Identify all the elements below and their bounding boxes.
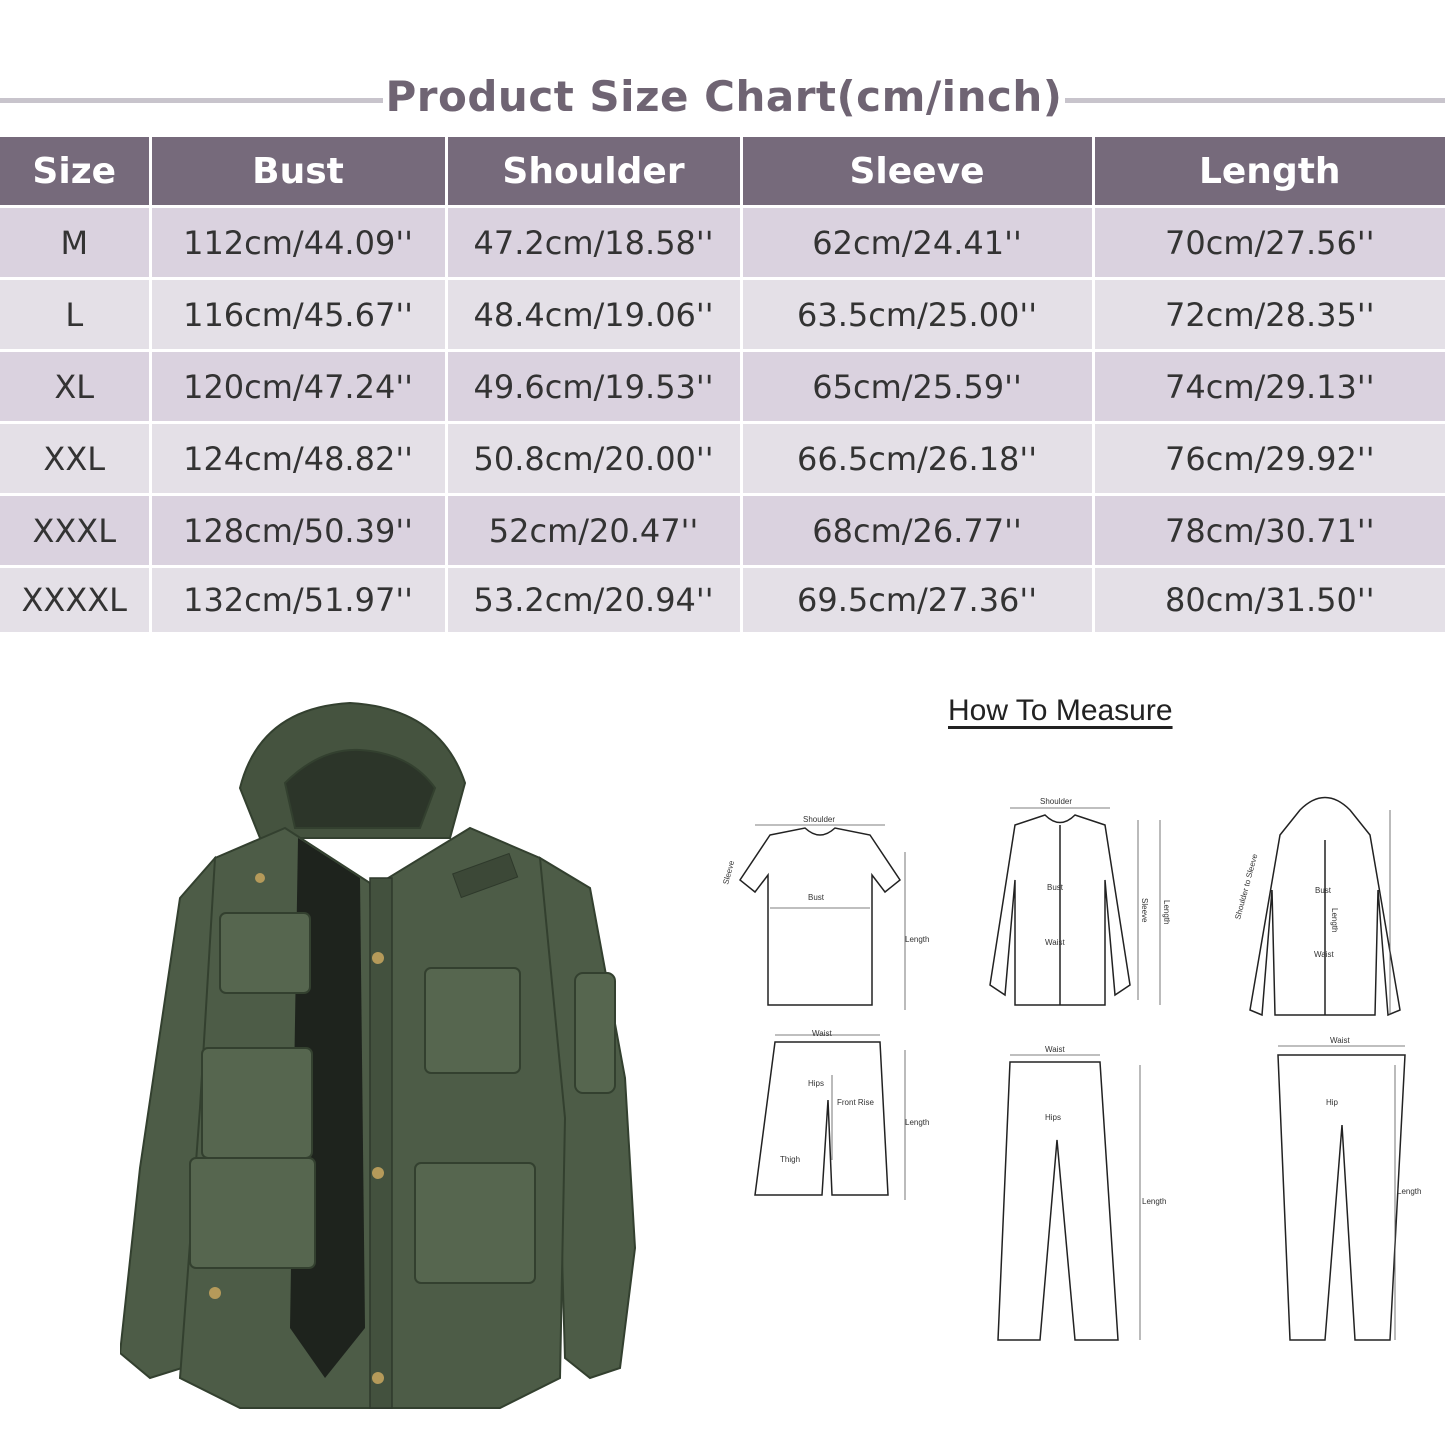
header-size: Size xyxy=(0,137,150,207)
cell-bust: 120cm/47.24'' xyxy=(150,351,446,423)
size-chart-table xyxy=(0,137,1445,632)
cell-shoulder: 52cm/20.47'' xyxy=(446,495,741,567)
table-row xyxy=(0,351,1445,423)
shirt-shoulder-label: Shoulder xyxy=(1040,797,1073,806)
cell-shoulder: 49.6cm/19.53'' xyxy=(446,351,741,423)
cell-size: M xyxy=(0,207,150,279)
cell-length: 76cm/29.92'' xyxy=(1093,423,1445,495)
shirt-sleeve-label: Sleeve xyxy=(1140,898,1149,923)
table-row xyxy=(0,495,1445,567)
cell-sleeve: 69.5cm/27.36'' xyxy=(741,567,1093,633)
header-bust: Bust xyxy=(150,137,446,207)
title-divider-left xyxy=(0,98,383,103)
cell-sleeve: 68cm/26.77'' xyxy=(741,495,1093,567)
jacket-product-image xyxy=(120,688,650,1423)
cell-length: 72cm/28.35'' xyxy=(1093,279,1445,351)
header-length: Length xyxy=(1093,137,1445,207)
cell-shoulder: 50.8cm/20.00'' xyxy=(446,423,741,495)
shorts-waist-label: Waist xyxy=(812,1029,832,1038)
cell-size: L xyxy=(0,279,150,351)
table-row xyxy=(0,423,1445,495)
cell-length: 78cm/30.71'' xyxy=(1093,495,1445,567)
shorts-front-rise-label: Front Rise xyxy=(837,1098,874,1107)
cell-bust: 112cm/44.09'' xyxy=(150,207,446,279)
table-row xyxy=(0,567,1445,633)
how-to-measure-title: How To Measure xyxy=(948,694,1173,727)
cell-bust: 116cm/45.67'' xyxy=(150,279,446,351)
hoodie-waist-label: Waist xyxy=(1314,950,1334,959)
table-row xyxy=(0,207,1445,279)
pants-waist-label: Waist xyxy=(1045,1045,1065,1054)
joggers-waist-label: Waist xyxy=(1330,1036,1350,1045)
shorts-thigh-label: Thigh xyxy=(780,1155,801,1164)
cell-bust: 132cm/51.97'' xyxy=(150,567,446,633)
cell-size: XL xyxy=(0,351,150,423)
title-divider-right xyxy=(1065,98,1445,103)
pants-hips-label: Hips xyxy=(1045,1113,1062,1122)
shorts-hips-label: Hips xyxy=(808,1079,825,1088)
pants-outline xyxy=(998,1062,1118,1340)
tshirt-shoulder-label: Shoulder xyxy=(803,815,836,824)
tshirt-bust-label: Bust xyxy=(808,893,825,902)
cell-shoulder: 48.4cm/19.06'' xyxy=(446,279,741,351)
measurement-diagrams xyxy=(700,780,1440,1380)
cell-shoulder: 47.2cm/18.58'' xyxy=(446,207,741,279)
tshirt-outline xyxy=(740,828,900,1005)
joggers-hip-label: Hip xyxy=(1326,1098,1339,1107)
table-row xyxy=(0,279,1445,351)
cell-shoulder: 53.2cm/20.94'' xyxy=(446,567,741,633)
cell-bust: 128cm/50.39'' xyxy=(150,495,446,567)
cell-bust: 124cm/48.82'' xyxy=(150,423,446,495)
cell-sleeve: 62cm/24.41'' xyxy=(741,207,1093,279)
cell-sleeve: 66.5cm/26.18'' xyxy=(741,423,1093,495)
tshirt-sleeve-label: Sleeve xyxy=(721,859,737,886)
cell-sleeve: 63.5cm/25.00'' xyxy=(741,279,1093,351)
cell-size: XXXXL xyxy=(0,567,150,633)
hoodie-shoulder-to-sleeve-label: Shoulder to Sleeve xyxy=(1233,852,1260,921)
title-row xyxy=(0,70,1445,130)
pants-length-label: Length xyxy=(1142,1197,1167,1206)
table-header-row xyxy=(0,137,1445,207)
page-title: Product Size Chart(cm/inch) xyxy=(385,72,1063,121)
joggers-outline xyxy=(1278,1055,1405,1340)
hoodie-length-label: Length xyxy=(1330,908,1339,933)
shirt-waist-label: Waist xyxy=(1045,938,1065,947)
shirt-length-label: Length xyxy=(1162,900,1171,925)
hoodie-bust-label: Bust xyxy=(1315,886,1332,895)
joggers-length-label: Length xyxy=(1397,1187,1422,1196)
cell-size: XXL xyxy=(0,423,150,495)
shirt-bust-label: Bust xyxy=(1047,883,1064,892)
cell-length: 70cm/27.56'' xyxy=(1093,207,1445,279)
cell-length: 80cm/31.50'' xyxy=(1093,567,1445,633)
shorts-length-label: Length xyxy=(905,1118,930,1127)
cell-size: XXXL xyxy=(0,495,150,567)
header-shoulder: Shoulder xyxy=(446,137,741,207)
cell-sleeve: 65cm/25.59'' xyxy=(741,351,1093,423)
tshirt-length-label: Length xyxy=(905,935,930,944)
cell-length: 74cm/29.13'' xyxy=(1093,351,1445,423)
header-sleeve: Sleeve xyxy=(741,137,1093,207)
shorts-outline xyxy=(755,1042,888,1195)
